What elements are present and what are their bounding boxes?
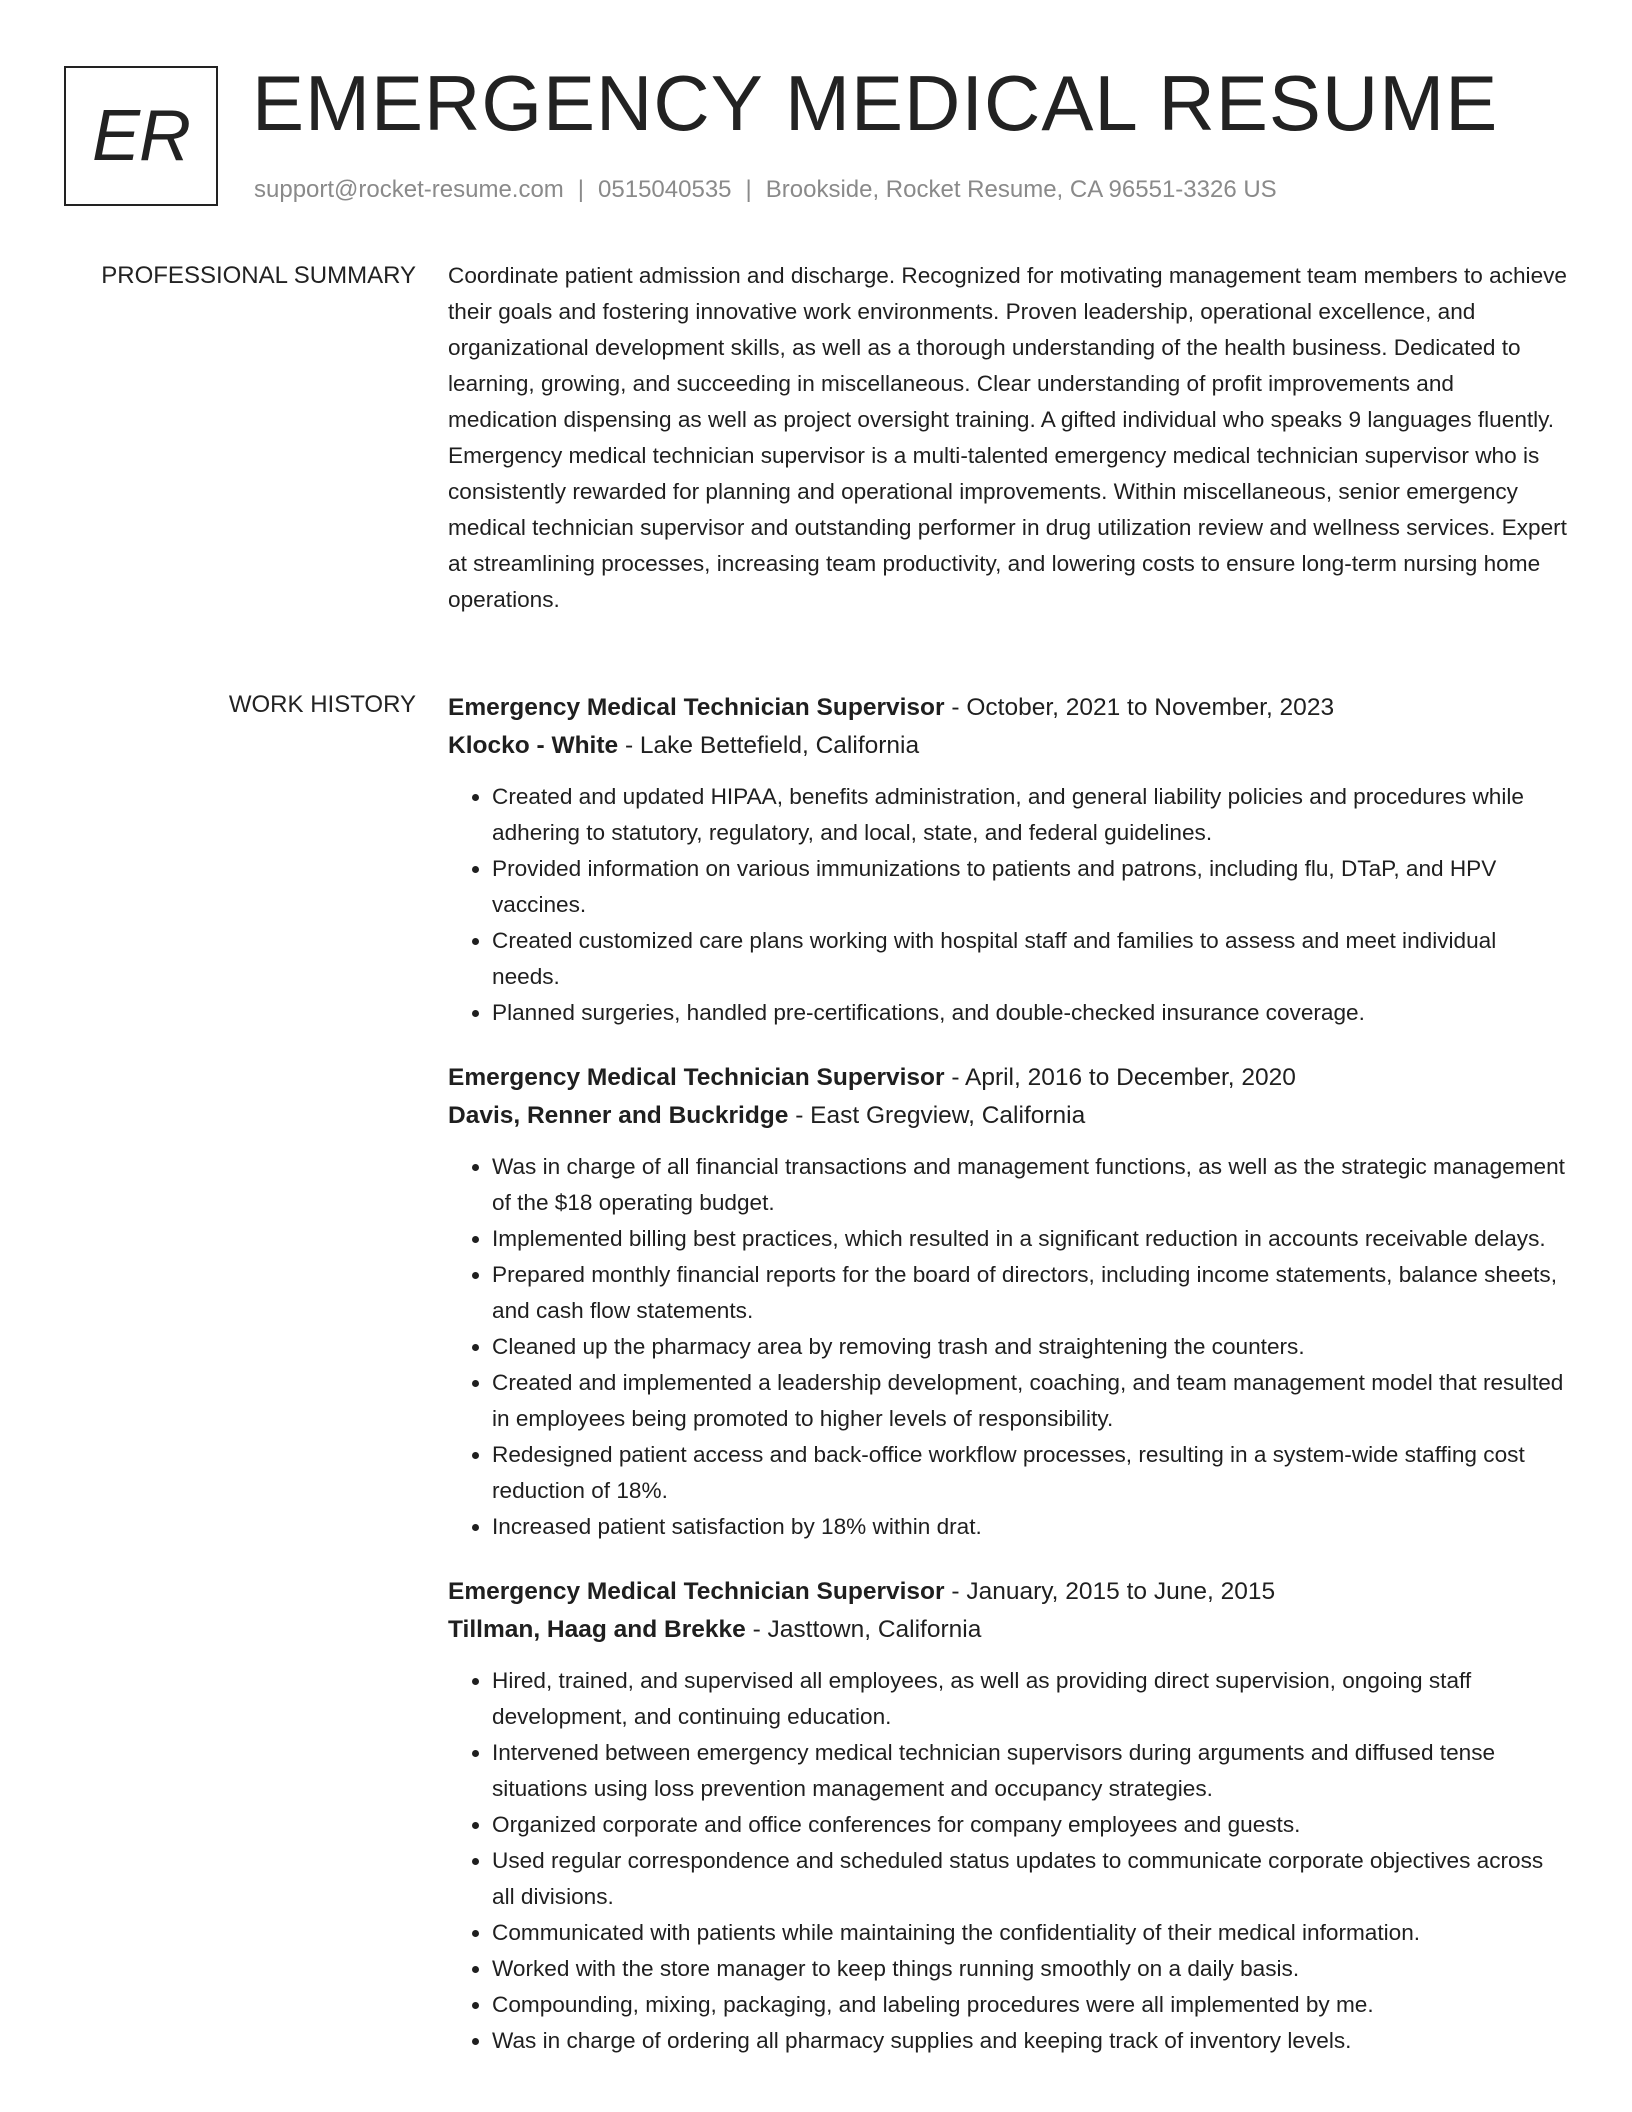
- job-title-line: [448, 1573, 1568, 1611]
- job-title: Emergency Medical Technician Supervisor: [448, 1064, 945, 1091]
- section-label: PROFESSIONAL SUMMARY: [101, 262, 416, 289]
- duty-item: • Communicated with patients while maintaining the confidentiality of their medical information.: [492, 1915, 1568, 1951]
- job-company-line: [448, 1097, 1568, 1135]
- section-body: [448, 258, 1568, 618]
- duty-item: • Created and implemented a leadership development, coaching, and team management model that resulted in employees being promoted to higher levels of responsibility.: [492, 1365, 1568, 1437]
- duty-item: • Increased patient satisfaction by 18% within drat.: [492, 1509, 1568, 1545]
- contact-separator: |: [745, 176, 752, 203]
- duty-item: • Planned surgeries, handled pre-certifications, and double-checked insurance coverage.: [492, 995, 1568, 1031]
- duty-list: [448, 1663, 1568, 2059]
- duty-item: • Intervened between emergency medical technician supervisors during arguments and diffused tense situations using loss prevention management and occupancy strategies.: [492, 1735, 1568, 1807]
- job-company-line: [448, 727, 1568, 765]
- contact-address: Brookside, Rocket Resume, CA 96551-3326 US: [765, 176, 1277, 203]
- job-list: [448, 689, 1568, 2087]
- duty-item: • Compounding, mixing, packaging, and labeling procedures were all implemented by me.: [492, 1987, 1568, 2023]
- duty-item: • Provided information on various immunizations to patients and patrons, including flu, DTaP, and HPV vaccines.: [492, 851, 1568, 923]
- job-title: Emergency Medical Technician Supervisor: [448, 694, 945, 721]
- duty-item: • Implemented billing best practices, which resulted in a significant reduction in accounts receivable delays.: [492, 1221, 1568, 1257]
- job-company-line: [448, 1611, 1568, 1649]
- contact-separator: |: [577, 176, 585, 203]
- job-title-line: [448, 689, 1568, 727]
- duty-item: • Worked with the store manager to keep things running smoothly on a daily basis.: [492, 1951, 1568, 1987]
- job-entry: [448, 1573, 1568, 2059]
- resume-title: EMERGENCY MEDICAL RESUME: [252, 59, 1499, 147]
- duty-item: • Cleaned up the pharmacy area by removing trash and straightening the counters.: [492, 1329, 1568, 1365]
- job-entry: [448, 689, 1568, 1031]
- job-dates: - October, 2021 to November, 2023: [951, 694, 1335, 721]
- job-location: - Jasttown, California: [752, 1616, 982, 1643]
- monogram: ER: [64, 66, 218, 206]
- job-dates: - April, 2016 to December, 2020: [951, 1064, 1296, 1091]
- job-location: - East Gregview, California: [795, 1102, 1086, 1129]
- duty-list: [448, 1149, 1568, 1545]
- job-company: Tillman, Haag and Brekke: [448, 1616, 746, 1643]
- job-company: Klocko - White: [448, 732, 619, 759]
- contact-email[interactable]: support@rocket-resume.com: [254, 176, 564, 203]
- duty-item: • Organized corporate and office conferences for company employees and guests.: [492, 1807, 1568, 1843]
- job-dates: - January, 2015 to June, 2015: [951, 1578, 1276, 1605]
- duty-item: • Was in charge of ordering all pharmacy supplies and keeping track of inventory levels.: [492, 2023, 1568, 2059]
- job-company: Davis, Renner and Buckridge: [448, 1102, 789, 1129]
- summary-text: Coordinate patient admission and discharge. Recognized for motivating management team members to achieve their goals and fostering innovative work environments. Proven leadership, operational excellence, and organizational development skills, as well as a thorough understanding of the health business. Dedicated to learning, growing, and succeeding in miscellaneous. Clear understanding of profit improvements and medication dispensing as well as project oversight training. A gifted individual who speaks 9 languages fluently. Emergency medical technician supervisor is a multi-talented emergency medical technician supervisor who is consistently rewarded for planning and operational improvements. Within miscellaneous, senior emergency medical technician supervisor and outstanding performer in drug utilization review and wellness services. Expert at streamlining processes, increasing team productivity, and lowering costs to ensure long-term nursing home operations.: [448, 263, 1567, 612]
- duty-item: • Prepared monthly financial reports for the board of directors, including income statements, balance sheets, and cash flow statements.: [492, 1257, 1568, 1329]
- job-location: - Lake Bettefield, California: [624, 732, 920, 759]
- duty-item: • Created customized care plans working with hospital staff and families to assess and meet individual needs.: [492, 923, 1568, 995]
- duty-item: • Used regular correspondence and scheduled status updates to communicate corporate objectives across all divisions.: [492, 1843, 1568, 1915]
- duty-item: • Hired, trained, and supervised all employees, as well as providing direct supervision, ongoing staff development, and continuing education.: [492, 1663, 1568, 1735]
- job-title: Emergency Medical Technician Supervisor: [448, 1578, 945, 1605]
- duty-item: • Was in charge of all financial transactions and management functions, as well as the strategic management of the $18 operating budget.: [492, 1149, 1568, 1221]
- contact-line: [254, 176, 1277, 204]
- job-entry: [448, 1059, 1568, 1545]
- contact-phone: 0515040535: [598, 176, 732, 203]
- section-label: WORK HISTORY: [228, 691, 416, 718]
- duty-item: • Created and updated HIPAA, benefits administration, and general liability policies and procedures while adhering to statutory, regulatory, and local, state, and federal guidelines.: [492, 779, 1568, 851]
- duty-list: [448, 779, 1568, 1031]
- duty-item: • Redesigned patient access and back-office workflow processes, resulting in a system-wide staffing cost reduction of 18%.: [492, 1437, 1568, 1509]
- job-title-line: [448, 1059, 1568, 1097]
